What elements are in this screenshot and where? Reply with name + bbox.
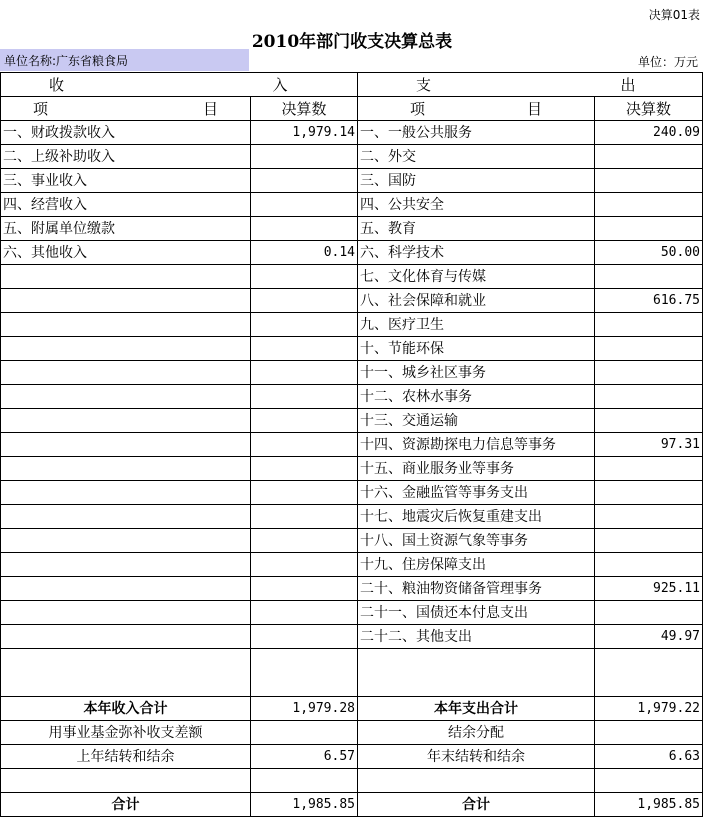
income-header-right: 入 bbox=[272, 75, 288, 94]
item-header-right: 目 bbox=[526, 99, 542, 118]
expense-amount bbox=[595, 505, 703, 529]
income-item bbox=[1, 457, 251, 481]
table-row bbox=[1, 385, 703, 409]
expense-amount bbox=[595, 553, 703, 577]
income-amount bbox=[251, 337, 358, 361]
item-header-left: 项 bbox=[33, 99, 49, 118]
table-row bbox=[1, 337, 703, 361]
expense-item-header bbox=[358, 97, 595, 121]
expense-total-label: 本年支出合计 bbox=[358, 697, 595, 721]
expense-item: 八、社会保障和就业 bbox=[358, 289, 595, 313]
expense-item: 三、国防 bbox=[358, 169, 595, 193]
expense-amount bbox=[595, 193, 703, 217]
unit-label: 单位：万元 bbox=[637, 55, 698, 69]
income-item bbox=[1, 337, 251, 361]
surplus-distribution-amount bbox=[595, 721, 703, 745]
blank-cell bbox=[358, 649, 595, 697]
table-row bbox=[1, 361, 703, 385]
income-amount: 0.14 bbox=[251, 241, 358, 265]
income-item bbox=[1, 265, 251, 289]
expense-item: 四、公共安全 bbox=[358, 193, 595, 217]
grand-total-label-right: 合计 bbox=[358, 793, 595, 817]
table-row bbox=[1, 193, 703, 217]
table-row bbox=[1, 313, 703, 337]
expense-item: 六、科学技术 bbox=[358, 241, 595, 265]
income-item bbox=[1, 385, 251, 409]
summary-row bbox=[1, 745, 703, 769]
expense-amount bbox=[595, 145, 703, 169]
income-item bbox=[1, 601, 251, 625]
table-row bbox=[1, 625, 703, 649]
expense-item: 二十一、国债还本付息支出 bbox=[358, 601, 595, 625]
expense-item: 十三、交通运输 bbox=[358, 409, 595, 433]
blank-cell bbox=[595, 649, 703, 697]
table-row bbox=[1, 457, 703, 481]
income-total-label: 本年收入合计 bbox=[1, 697, 251, 721]
income-amount bbox=[251, 289, 358, 313]
income-amount bbox=[251, 505, 358, 529]
expense-item: 二、外交 bbox=[358, 145, 595, 169]
expense-amount: 616.75 bbox=[595, 289, 703, 313]
income-item bbox=[1, 289, 251, 313]
income-amount bbox=[251, 625, 358, 649]
expense-item: 十二、农林水事务 bbox=[358, 385, 595, 409]
expense-section-header bbox=[358, 73, 595, 97]
expense-amount bbox=[595, 529, 703, 553]
income-amount bbox=[251, 193, 358, 217]
expense-amount-header: 决算数 bbox=[595, 97, 703, 121]
carryover-amount: 6.57 bbox=[251, 745, 358, 769]
income-amount bbox=[251, 313, 358, 337]
surplus-distribution-label: 结余分配 bbox=[358, 721, 595, 745]
blank-cell bbox=[251, 649, 358, 697]
income-amount bbox=[251, 457, 358, 481]
report-title: 2010年部门收支决算总表 bbox=[251, 32, 453, 52]
income-section-header bbox=[1, 73, 251, 97]
income-total: 1,979.28 bbox=[251, 697, 358, 721]
expense-item: 十、节能环保 bbox=[358, 337, 595, 361]
income-item bbox=[1, 313, 251, 337]
fund-label: 用事业基金弥补收支差额 bbox=[1, 721, 251, 745]
table-row bbox=[1, 505, 703, 529]
table-row bbox=[1, 577, 703, 601]
blank-cell bbox=[1, 649, 251, 697]
header-row-columns bbox=[1, 97, 703, 121]
income-item: 六、其他收入 bbox=[1, 241, 251, 265]
form-number: 决算01表 bbox=[648, 8, 700, 22]
income-amount bbox=[251, 553, 358, 577]
income-amount: 1,979.14 bbox=[251, 121, 358, 145]
unit-name: 单位名称:广东省粮食局 bbox=[4, 54, 129, 68]
income-amount bbox=[251, 361, 358, 385]
income-amount bbox=[251, 409, 358, 433]
income-item: 五、附属单位缴款 bbox=[1, 217, 251, 241]
table-row bbox=[1, 529, 703, 553]
income-amount bbox=[251, 385, 358, 409]
carryover-label: 上年结转和结余 bbox=[1, 745, 251, 769]
item-header-left: 项 bbox=[410, 99, 426, 118]
expense-item: 一、一般公共服务 bbox=[358, 121, 595, 145]
income-header-left: 收 bbox=[49, 75, 65, 94]
summary-row bbox=[1, 769, 703, 793]
income-amount bbox=[251, 145, 358, 169]
table-row bbox=[1, 481, 703, 505]
expense-item: 二十、粮油物资储备管理事务 bbox=[358, 577, 595, 601]
expense-item: 九、医疗卫生 bbox=[358, 313, 595, 337]
income-amount-header: 决算数 bbox=[251, 97, 358, 121]
summary-row bbox=[1, 793, 703, 817]
expense-amount: 97.31 bbox=[595, 433, 703, 457]
income-item bbox=[1, 361, 251, 385]
table-row bbox=[1, 289, 703, 313]
table-row bbox=[1, 433, 703, 457]
expense-item: 十五、商业服务业等事务 bbox=[358, 457, 595, 481]
income-item: 三、事业收入 bbox=[1, 169, 251, 193]
expense-item: 十九、住房保障支出 bbox=[358, 553, 595, 577]
income-item: 四、经营收入 bbox=[1, 193, 251, 217]
expense-item: 五、教育 bbox=[358, 217, 595, 241]
expense-amount bbox=[595, 217, 703, 241]
income-amount bbox=[251, 481, 358, 505]
table-row bbox=[1, 121, 703, 145]
budget-table bbox=[0, 72, 703, 817]
expense-item: 七、文化体育与传媒 bbox=[358, 265, 595, 289]
blank-cell bbox=[251, 769, 358, 793]
yearend-label: 年末结转和结余 bbox=[358, 745, 595, 769]
table-row bbox=[1, 553, 703, 577]
grand-total-right: 1,985.85 bbox=[595, 793, 703, 817]
summary-row bbox=[1, 721, 703, 745]
table-row bbox=[1, 217, 703, 241]
income-item bbox=[1, 577, 251, 601]
table-row bbox=[1, 409, 703, 433]
income-item bbox=[1, 529, 251, 553]
expense-amount bbox=[595, 457, 703, 481]
expense-item: 二十二、其他支出 bbox=[358, 625, 595, 649]
table-row bbox=[1, 601, 703, 625]
expense-item: 十七、地震灾后恢复重建支出 bbox=[358, 505, 595, 529]
expense-amount: 925.11 bbox=[595, 577, 703, 601]
expense-section-header-right bbox=[595, 73, 703, 97]
expense-amount: 49.97 bbox=[595, 625, 703, 649]
table-row bbox=[1, 241, 703, 265]
expense-amount bbox=[595, 265, 703, 289]
expense-total: 1,979.22 bbox=[595, 697, 703, 721]
expense-item: 十八、国土资源气象等事务 bbox=[358, 529, 595, 553]
expense-header-left: 支 bbox=[416, 75, 432, 94]
blank-cell bbox=[358, 769, 595, 793]
yearend-amount: 6.63 bbox=[595, 745, 703, 769]
expense-item: 十六、金融监管等事务支出 bbox=[358, 481, 595, 505]
expense-amount bbox=[595, 313, 703, 337]
table-row bbox=[1, 169, 703, 193]
income-item: 二、上级补助收入 bbox=[1, 145, 251, 169]
income-amount bbox=[251, 217, 358, 241]
income-amount bbox=[251, 169, 358, 193]
table-row bbox=[1, 145, 703, 169]
grand-total-label-left: 合计 bbox=[1, 793, 251, 817]
income-amount bbox=[251, 577, 358, 601]
blank-row bbox=[1, 649, 703, 697]
table-row bbox=[1, 265, 703, 289]
expense-amount bbox=[595, 481, 703, 505]
income-item: 一、财政拨款收入 bbox=[1, 121, 251, 145]
income-item bbox=[1, 433, 251, 457]
income-amount bbox=[251, 433, 358, 457]
summary-row bbox=[1, 697, 703, 721]
expense-item: 十四、资源勘探电力信息等事务 bbox=[358, 433, 595, 457]
expense-header-right: 出 bbox=[620, 75, 636, 94]
income-item bbox=[1, 553, 251, 577]
expense-amount bbox=[595, 601, 703, 625]
expense-amount bbox=[595, 169, 703, 193]
grand-total-left: 1,985.85 bbox=[251, 793, 358, 817]
expense-amount: 240.09 bbox=[595, 121, 703, 145]
income-amount bbox=[251, 265, 358, 289]
income-item bbox=[1, 481, 251, 505]
income-item-header bbox=[1, 97, 251, 121]
blank-cell bbox=[595, 769, 703, 793]
income-section-header-right bbox=[251, 73, 358, 97]
income-item bbox=[1, 409, 251, 433]
fund-amount bbox=[251, 721, 358, 745]
expense-amount bbox=[595, 337, 703, 361]
expense-amount: 50.00 bbox=[595, 241, 703, 265]
blank-cell bbox=[1, 769, 251, 793]
item-header-right: 目 bbox=[202, 99, 218, 118]
header-row-sections bbox=[1, 73, 703, 97]
income-amount bbox=[251, 529, 358, 553]
income-amount bbox=[251, 601, 358, 625]
expense-amount bbox=[595, 409, 703, 433]
expense-amount bbox=[595, 385, 703, 409]
income-item bbox=[1, 625, 251, 649]
expense-amount bbox=[595, 361, 703, 385]
income-item bbox=[1, 505, 251, 529]
expense-item: 十一、城乡社区事务 bbox=[358, 361, 595, 385]
